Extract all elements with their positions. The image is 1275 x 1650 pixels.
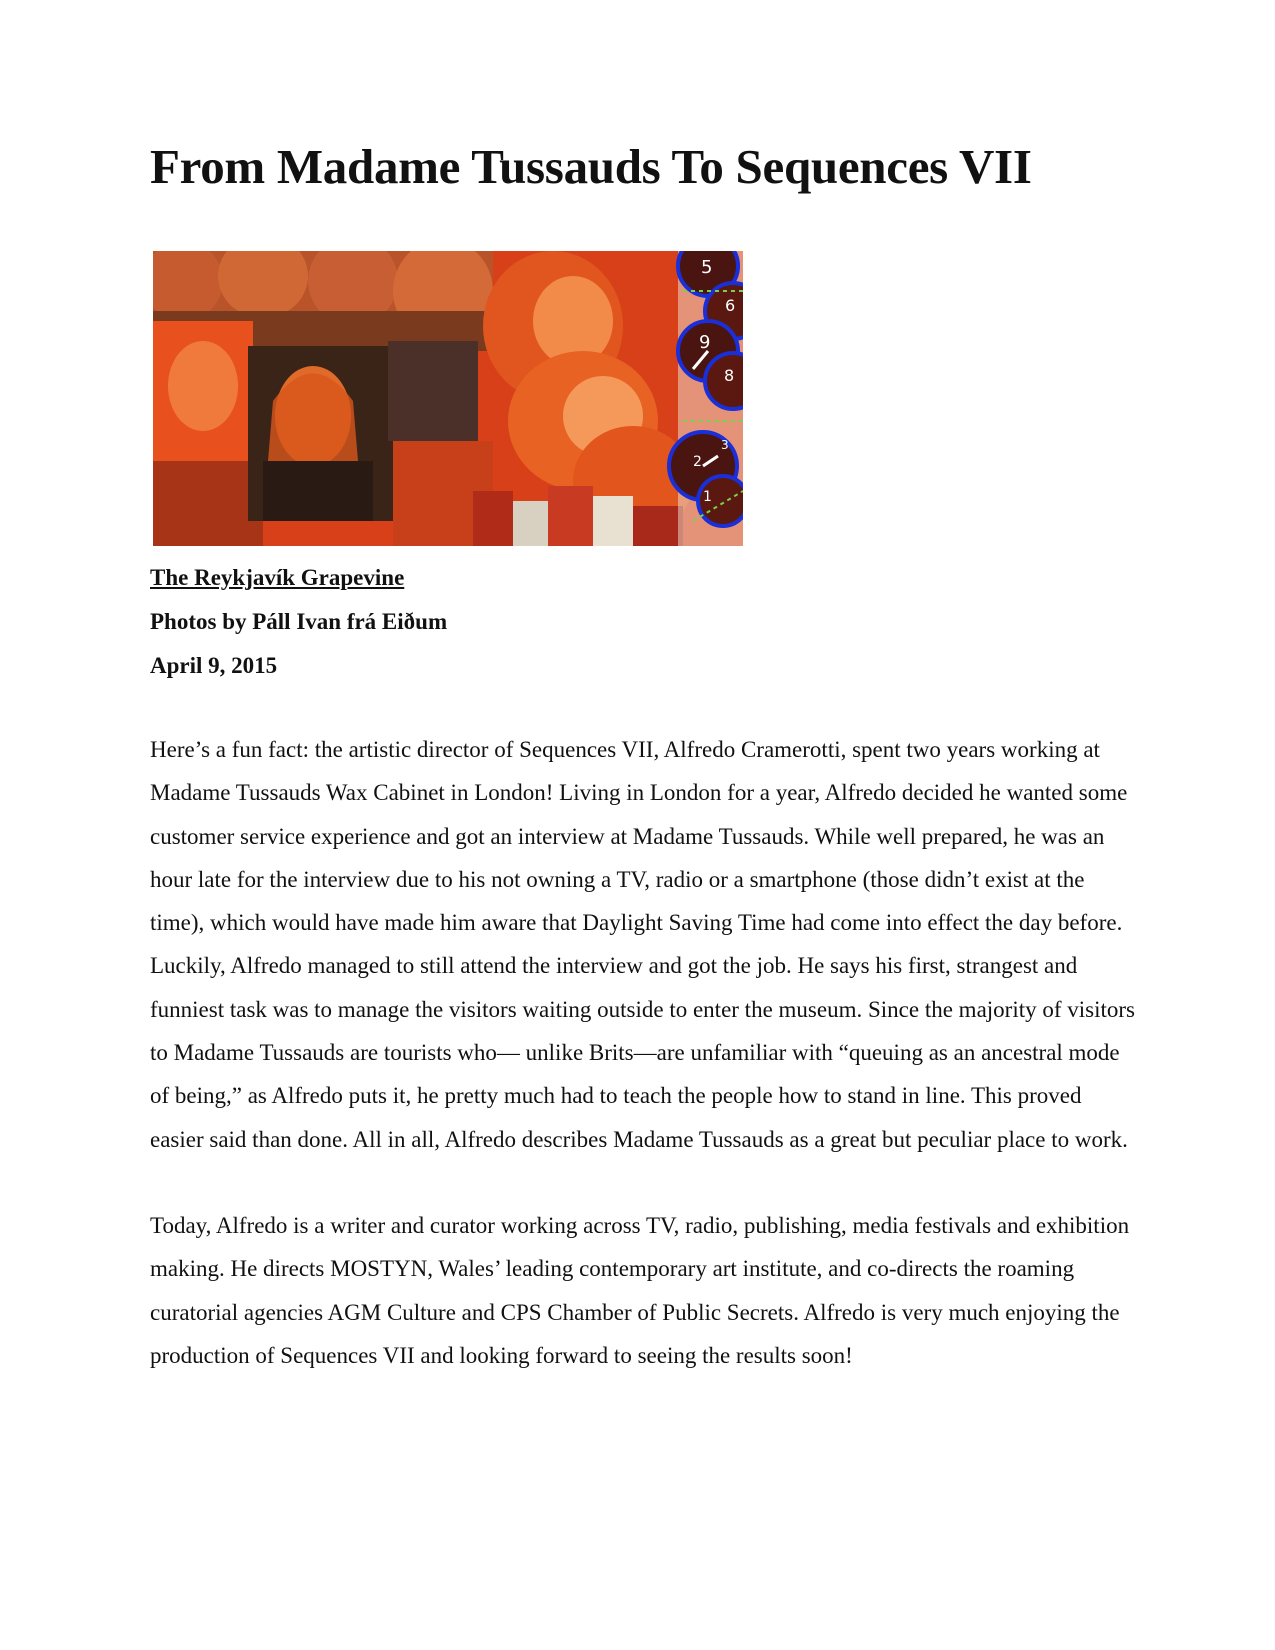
clock-number: 2 [693,454,702,470]
source-link[interactable]: The Reykjavík Grapevine [150,565,405,590]
clock-number: 8 [724,366,735,385]
paragraph: Today, Alfredo is a writer and curator working across TV, radio, publishing, media festivals and exhibition making. He directs MOSTYN, Wales’ leading contemporary art institute, and co-directs the roaming curatorial agencies AGM Culture and CPS Chamber of Public Secrets. Alfredo is very much enjoying the production of Sequences VII and looking forward to seeing the results soon! [150,1212,1130,1368]
article-meta [150,556,447,688]
hero-image [153,251,743,546]
clock-number: 1 [703,489,712,505]
clock-number: 3 [721,438,729,452]
article-title: From Madame Tussauds To Sequences VII [150,139,1032,194]
photo-credit: Photos by Páll Ivan frá Eiðum [150,609,448,634]
publish-date: April 9, 2015 [150,653,278,678]
article-body [150,728,1135,1420]
clock-number: 5 [701,257,713,278]
clock-number: 6 [725,296,736,315]
clock-number: 9 [699,332,711,353]
paragraph: Here’s a fun fact: the artistic director of Sequences VII, Alfredo Cramerotti, spent two years working at Madame Tussauds Wax Cabinet in London! Living in London for a year, Alfredo decided he wanted some customer service experience and got an interview at Madame Tussauds. While well prepared, he was an hour late for the interview due to his not owning a TV, radio or a smartphone (those didn’t exist at the time), which would have made him aware that Daylight Saving Time had come into effect the day before. Luckily, Alfredo managed to still attend the interview and got the job. He says his first, strangest and funniest task was to manage the visitors waiting outside to enter the museum. Since the majority of visitors to Madame Tussauds are tourists who— unlike Brits—are unfamiliar with “queuing as an ancestral mode of being,” as Alfredo puts it, he pretty much had to teach the people how to stand in line. This proved easier said than done. All in all, Alfredo describes Madame Tussauds as a great but peculiar place to work. [150,737,1135,1152]
article-header [150,140,1130,194]
